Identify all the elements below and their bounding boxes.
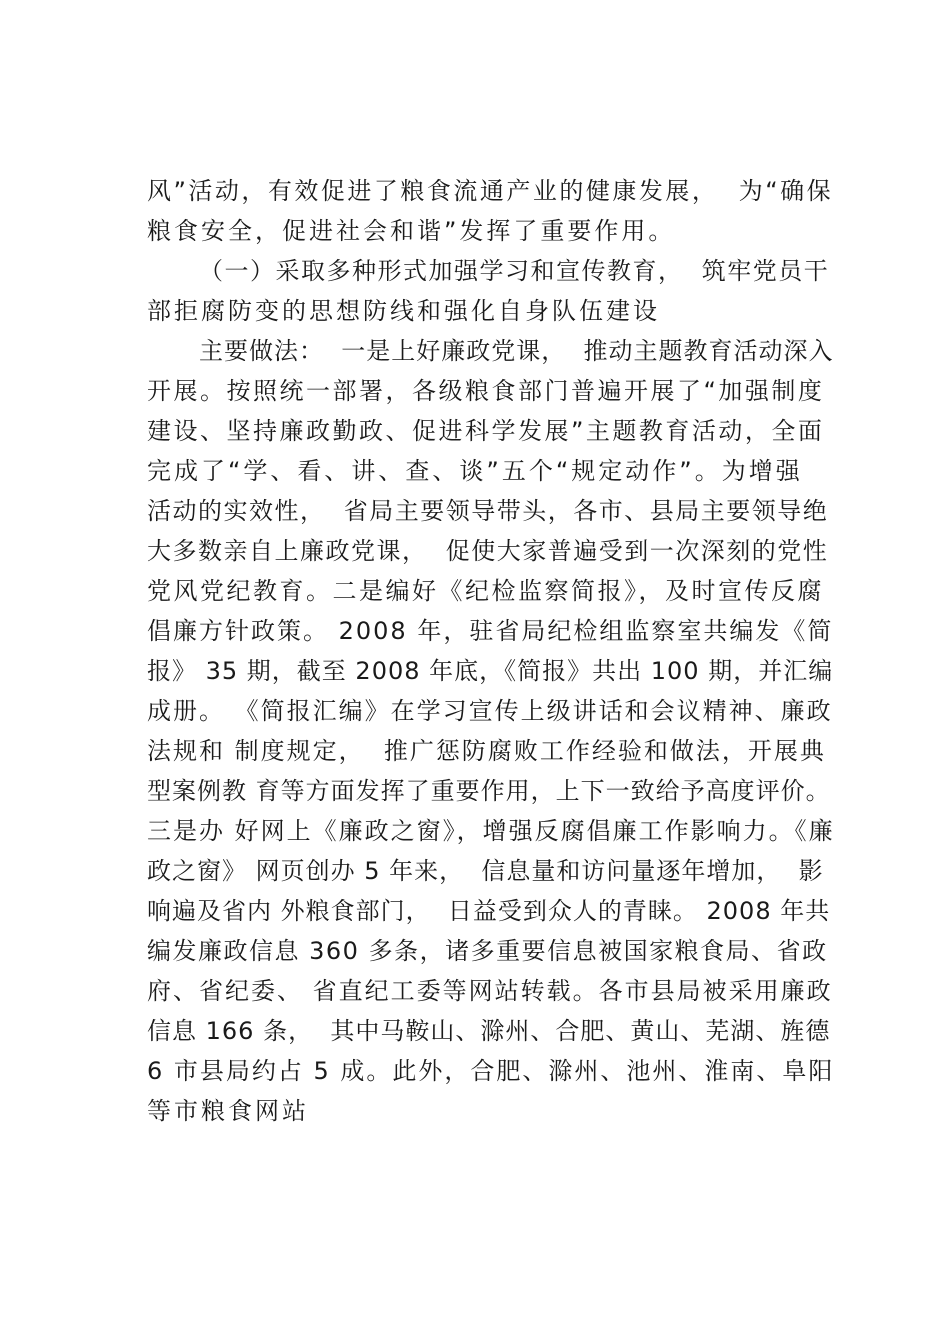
text-line: 主要做法： 一是上好廉政党课， 推动主题教育活动深入 bbox=[199, 337, 834, 365]
text-line: 响遍及省内 外粮食部门， 日益受到众人的青睐。 2008 年共 bbox=[147, 897, 831, 925]
text-line: 建设、坚持廉政勤政、促进科学发展”主题教育活动，全面 bbox=[147, 417, 825, 445]
text-line: 党风党纪教育。二是编好《纪检监察简报》，及时宣传反腐 bbox=[147, 577, 824, 605]
text-line: 活动的实效性， 省局主要领导带头，各市、县局主要领导绝 bbox=[147, 497, 829, 525]
text-line: 报》 35 期，截至 2008 年底，《简报》共出 100 期，并汇编 bbox=[147, 657, 834, 685]
text-line: 三是办 好网上《廉政之窗》，增强反腐倡廉工作影响力。《廉 bbox=[147, 817, 835, 845]
text-line: 粮食安全，促进社会和谐”发挥了重要作用。 bbox=[147, 217, 676, 245]
text-line: 编发廉政信息 360 多条，诸多重要信息被国家粮食局、省政 bbox=[147, 937, 828, 965]
text-line: 风”活动，有效促进了粮食流通产业的健康发展， 为“确保 bbox=[147, 177, 834, 205]
text-line: 6 市县局约占 5 成。此外，合肥、滁州、池州、淮南、阜阳 bbox=[147, 1057, 835, 1085]
text-line: 倡廉方针政策。 2008 年，驻省局纪检组监察室共编发《简 bbox=[147, 617, 834, 645]
section-heading-line: 部拒腐防变的思想防线和强化自身队伍建设 bbox=[147, 297, 660, 325]
text-line: 开展。按照统一部署，各级粮食部门普遍开展了“加强制度 bbox=[147, 377, 825, 405]
text-line: 等市粮食网站 bbox=[147, 1097, 309, 1125]
text-line: 政之窗》 网页创办 5 年来， 信息量和访问量逐年增加， 影 bbox=[147, 857, 824, 885]
text-line: 型案例教 育等方面发挥了重要作用，上下一致给予高度评价。 bbox=[147, 777, 831, 805]
text-line: 大多数亲自上廉政党课， 促使大家普遍受到一次深刻的党性 bbox=[147, 537, 829, 565]
text-line: 成册。 《简报汇编》在学习宣传上级讲话和会议精神、廉政 bbox=[147, 697, 833, 725]
text-line: 信息 166 条， 其中马鞍山、滁州、合肥、黄山、芜湖、旌德 bbox=[147, 1017, 831, 1045]
text-line: 法规和 制度规定， 推广惩防腐败工作经验和做法，开展典 bbox=[147, 737, 826, 765]
text-line: 府、省纪委、 省直纪工委等网站转载。各市县局被采用廉政 bbox=[147, 977, 833, 1005]
text-line: 完成了“学、看、讲、查、谈”五个“规定动作”。为增强 bbox=[147, 457, 803, 485]
section-heading-line: （一）采取多种形式加强学习和宣传教育， 筑牢党员干 bbox=[199, 257, 830, 285]
